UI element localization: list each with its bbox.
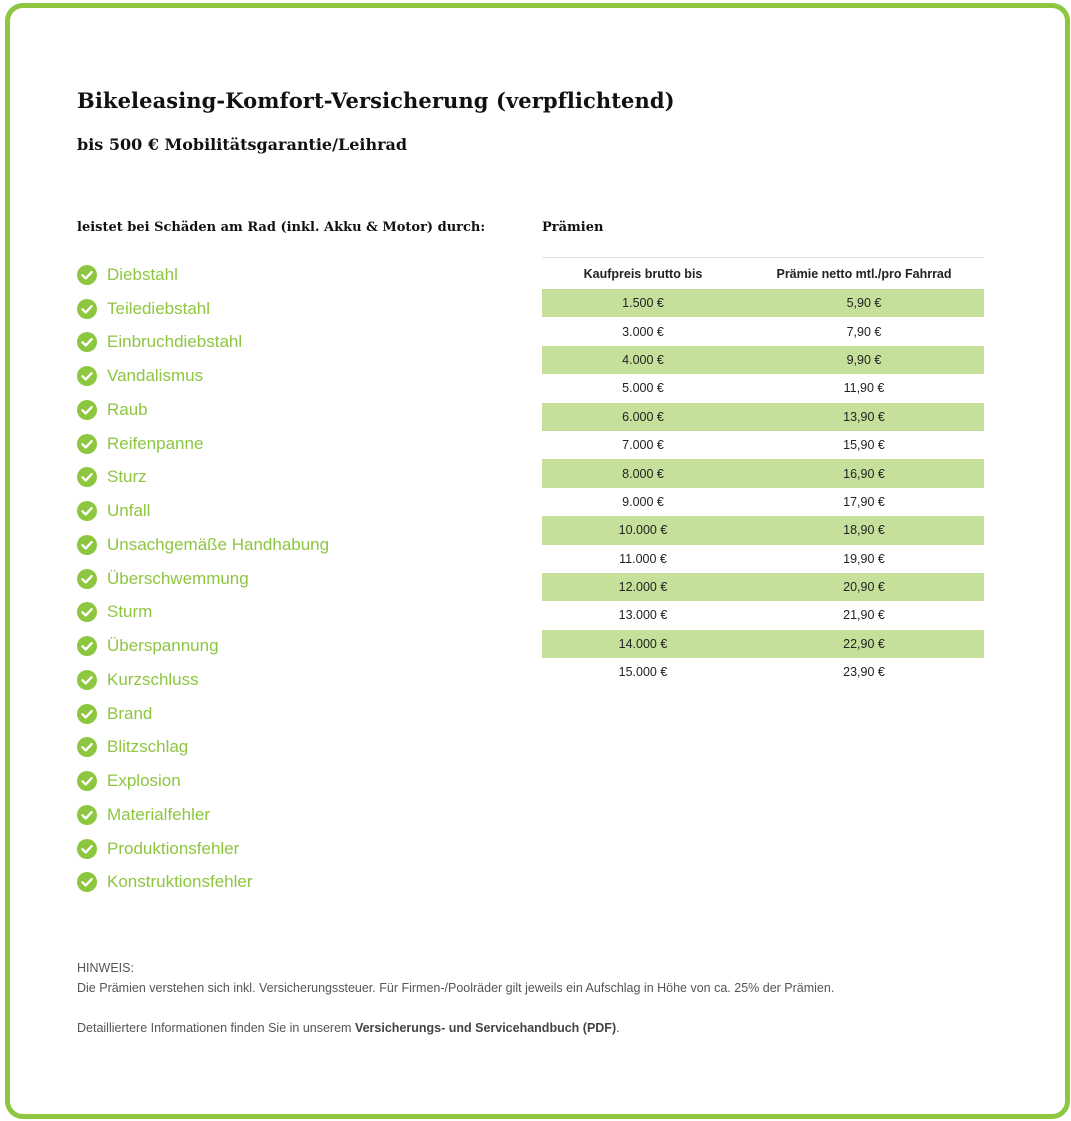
price-cell: 11.000 € (619, 551, 667, 566)
premium-cell: 23,90 € (843, 665, 885, 680)
premiums-header-row (542, 258, 984, 290)
coverage-item-label: Produktionsfehler (107, 838, 240, 858)
coverage-item (77, 461, 329, 495)
price-cell: 14.000 € (542, 630, 744, 658)
premium-cell: 7,90 € (846, 324, 882, 339)
coverage-item-label: Vandalismus (107, 366, 204, 386)
check-circle-icon (77, 400, 97, 420)
check-circle-icon (77, 569, 97, 589)
note-section (77, 958, 977, 1038)
coverage-item-label: Kurzschluss (107, 669, 199, 689)
premiums-heading: Prämien (542, 220, 604, 235)
premium-cell: 22,90 € (744, 630, 984, 658)
table-row (542, 403, 984, 431)
table-row (542, 431, 984, 459)
coverage-item (77, 258, 329, 292)
price-cell: 6.000 € (542, 403, 744, 431)
table-row (542, 601, 984, 629)
check-circle-icon (77, 366, 97, 386)
coverage-item-label: Diebstahl (107, 264, 178, 284)
coverage-item-label: Raub (107, 399, 148, 419)
table-row (542, 545, 984, 573)
price-cell: 10.000 € (542, 516, 744, 544)
coverage-item (77, 764, 329, 798)
coverage-item-label: Teilediebstahl (107, 298, 211, 318)
coverage-item (77, 393, 329, 427)
coverage-item (77, 292, 329, 326)
info-prefix: Detailliertere Informationen finden Sie in unserem (77, 1021, 355, 1035)
coverage-item-label: Einbruchdiebstahl (107, 332, 243, 352)
table-row (542, 573, 984, 601)
note-text: Die Prämien verstehen sich inkl. Versicherungssteuer. Für Firmen-/Poolräder gilt jeweils ein Aufschlag in Höhe von ca. 25% der Prämien. (77, 981, 835, 995)
price-cell: 7.000 € (622, 438, 664, 453)
coverage-item-label: Materialfehler (107, 804, 210, 824)
check-circle-icon (77, 771, 97, 791)
coverage-item (77, 731, 329, 765)
column-header-price: Kaufpreis brutto bis (583, 266, 703, 281)
premium-cell: 15,90 € (843, 438, 885, 453)
check-circle-icon (77, 839, 97, 859)
coverage-item-label: Blitzschlag (107, 737, 189, 757)
coverage-item (77, 326, 329, 360)
premiums-table (542, 257, 984, 686)
premium-cell: 5,90 € (744, 289, 984, 317)
premium-cell: 16,90 € (744, 459, 984, 487)
coverage-item-label: Reifenpanne (107, 433, 204, 453)
coverage-item-label: Unfall (107, 501, 151, 521)
table-row (542, 630, 984, 658)
coverage-item-label: Explosion (107, 771, 181, 791)
premium-cell: 19,90 € (843, 551, 885, 566)
premium-cell: 11,90 € (843, 381, 885, 396)
table-row (542, 658, 984, 686)
table-row (542, 459, 984, 487)
check-circle-icon (77, 602, 97, 622)
check-circle-icon (77, 434, 97, 454)
check-circle-icon (77, 872, 97, 892)
coverage-item (77, 629, 329, 663)
check-circle-icon (77, 805, 97, 825)
check-circle-icon (77, 265, 97, 285)
coverage-item (77, 427, 329, 461)
check-circle-icon (77, 636, 97, 656)
premium-cell: 17,90 € (843, 494, 885, 509)
coverage-heading: leistet bei Schäden am Rad (inkl. Akku & Motor) durch: (77, 220, 486, 235)
table-row (542, 317, 984, 345)
coverage-item-label: Unsachgemäße Handhabung (107, 534, 330, 554)
premium-cell: 21,90 € (843, 608, 885, 623)
check-circle-icon (77, 670, 97, 690)
premium-cell: 13,90 € (744, 403, 984, 431)
price-cell: 13.000 € (618, 608, 668, 623)
check-circle-icon (77, 704, 97, 724)
coverage-item (77, 697, 329, 731)
column-header-premium: Prämie netto mtl./pro Fahrrad (776, 266, 952, 281)
check-circle-icon (77, 501, 97, 521)
price-cell: 5.000 € (622, 381, 664, 396)
coverage-item-label: Sturm (107, 602, 153, 622)
coverage-item-label: Überspannung (107, 636, 219, 656)
coverage-item (77, 663, 329, 697)
coverage-list (77, 258, 329, 899)
table-row (542, 516, 984, 544)
table-row (542, 289, 984, 317)
premium-cell: 18,90 € (744, 516, 984, 544)
info-line (77, 1018, 977, 1038)
handbook-link[interactable]: Versicherungs- und Servicehandbuch (PDF) (354, 1021, 617, 1035)
check-circle-icon (77, 737, 97, 757)
note-label: HINWEIS: (77, 961, 134, 975)
coverage-item-label: Brand (107, 703, 153, 723)
coverage-item (77, 596, 329, 630)
price-cell: 1.500 € (542, 289, 744, 317)
price-cell: 4.000 € (542, 346, 744, 374)
price-cell: 9.000 € (622, 494, 664, 509)
coverage-item (77, 798, 329, 832)
coverage-item-label: Sturz (107, 467, 147, 487)
check-circle-icon (77, 467, 97, 487)
price-cell: 3.000 € (622, 324, 664, 339)
info-suffix: . (616, 1021, 620, 1035)
coverage-item (77, 359, 329, 393)
page-title: Bikeleasing-Komfort-Versicherung (verpflichtend) (77, 88, 675, 113)
coverage-item-label: Überschwemmung (107, 568, 249, 588)
check-circle-icon (77, 332, 97, 352)
premium-cell: 20,90 € (744, 573, 984, 601)
check-circle-icon (77, 535, 97, 555)
coverage-item (77, 494, 329, 528)
page-subtitle: bis 500 € Mobilitätsgarantie/Leihrad (77, 135, 408, 154)
coverage-item-label: Konstruktionsfehler (107, 872, 253, 892)
coverage-item (77, 528, 329, 562)
coverage-item (77, 832, 329, 866)
check-circle-icon (77, 299, 97, 319)
premium-cell: 9,90 € (744, 346, 984, 374)
table-row (542, 488, 984, 516)
price-cell: 15.000 € (618, 665, 668, 680)
coverage-item (77, 866, 329, 900)
table-row (542, 346, 984, 374)
coverage-item (77, 562, 329, 596)
price-cell: 12.000 € (542, 573, 744, 601)
table-row (542, 374, 984, 402)
price-cell: 8.000 € (542, 459, 744, 487)
